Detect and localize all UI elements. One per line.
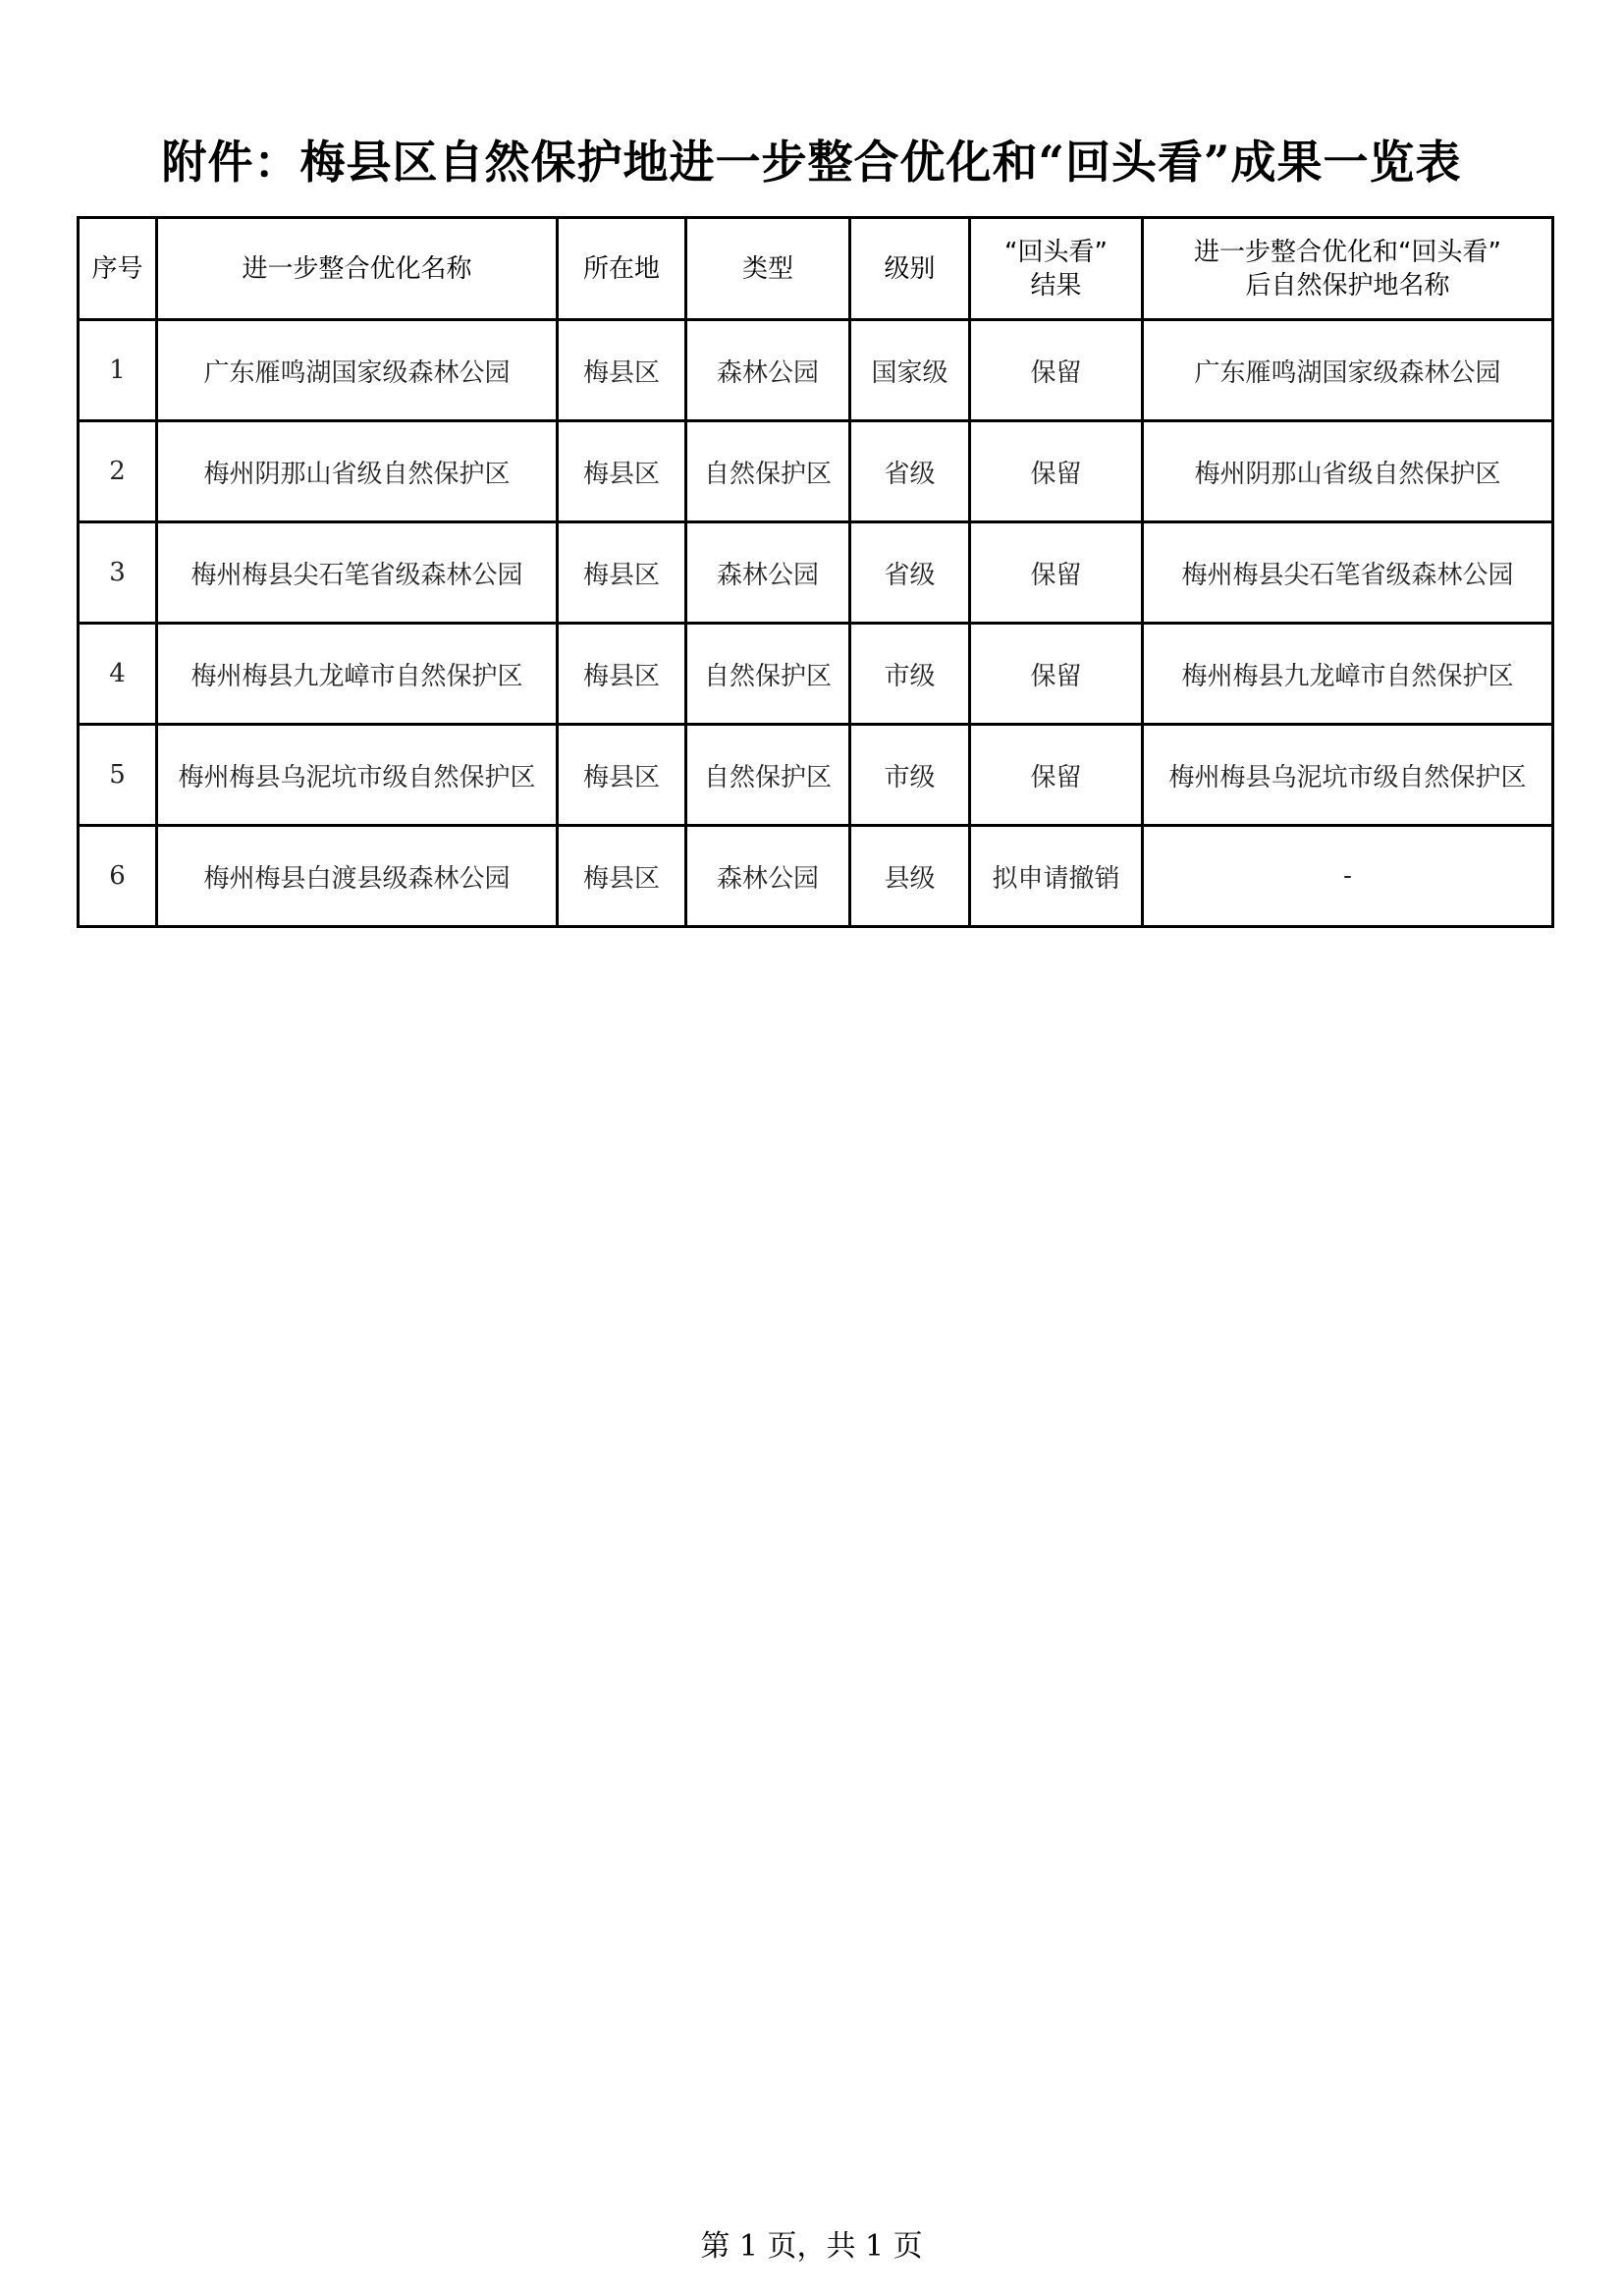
cell-index: 3 xyxy=(79,522,157,624)
table-row xyxy=(79,320,1553,421)
header-type: 类型 xyxy=(686,218,850,320)
header-name: 进一步整合优化名称 xyxy=(157,218,558,320)
cell-review-result: 拟申请撤销 xyxy=(970,826,1143,927)
cell-index: 2 xyxy=(79,421,157,522)
results-table xyxy=(77,216,1554,928)
cell-final-name: 广东雁鸣湖国家级森林公园 xyxy=(1143,320,1553,421)
cell-type: 自然保护区 xyxy=(686,421,850,522)
cell-location: 梅县区 xyxy=(558,522,686,624)
header-review-result: “回头看” 结果 xyxy=(970,218,1143,320)
cell-review-result: 保留 xyxy=(970,320,1143,421)
cell-review-result: 保留 xyxy=(970,725,1143,826)
cell-level: 国家级 xyxy=(850,320,970,421)
cell-level: 省级 xyxy=(850,421,970,522)
table-row xyxy=(79,522,1553,624)
cell-final-name: 梅州阴那山省级自然保护区 xyxy=(1143,421,1553,522)
cell-final-name: 梅州梅县尖石笔省级森林公园 xyxy=(1143,522,1553,624)
cell-final-name: - xyxy=(1143,826,1553,927)
cell-level: 省级 xyxy=(850,522,970,624)
cell-level: 市级 xyxy=(850,624,970,725)
header-final-name: 进一步整合优化和“回头看” 后自然保护地名称 xyxy=(1143,218,1553,320)
cell-type: 森林公园 xyxy=(686,826,850,927)
cell-name: 梅州梅县乌泥坑市级自然保护区 xyxy=(157,725,558,826)
cell-name: 梅州阴那山省级自然保护区 xyxy=(157,421,558,522)
cell-location: 梅县区 xyxy=(558,725,686,826)
page-title: 附件：梅县区自然保护地进一步整合优化和“回头看”成果一览表 xyxy=(161,136,1462,189)
cell-review-result: 保留 xyxy=(970,624,1143,725)
cell-name: 广东雁鸣湖国家级森林公园 xyxy=(157,320,558,421)
cell-index: 5 xyxy=(79,725,157,826)
header-level: 级别 xyxy=(850,218,970,320)
cell-level: 市级 xyxy=(850,725,970,826)
cell-final-name: 梅州梅县乌泥坑市级自然保护区 xyxy=(1143,725,1553,826)
cell-final-name: 梅州梅县九龙嶂市自然保护区 xyxy=(1143,624,1553,725)
header-index: 序号 xyxy=(79,218,157,320)
cell-type: 自然保护区 xyxy=(686,624,850,725)
header-location: 所在地 xyxy=(558,218,686,320)
cell-name: 梅州梅县白渡县级森林公园 xyxy=(157,826,558,927)
table-row xyxy=(79,624,1553,725)
cell-location: 梅县区 xyxy=(558,421,686,522)
cell-location: 梅县区 xyxy=(558,320,686,421)
page-number-footer: 第 1 页，共 1 页 xyxy=(700,2229,923,2264)
cell-type: 森林公园 xyxy=(686,320,850,421)
cell-location: 梅县区 xyxy=(558,624,686,725)
cell-name: 梅州梅县尖石笔省级森林公园 xyxy=(157,522,558,624)
table-row xyxy=(79,725,1553,826)
cell-type: 自然保护区 xyxy=(686,725,850,826)
cell-location: 梅县区 xyxy=(558,826,686,927)
cell-index: 4 xyxy=(79,624,157,725)
cell-review-result: 保留 xyxy=(970,522,1143,624)
table-row xyxy=(79,826,1553,927)
table-header-row xyxy=(79,218,1553,320)
cell-type: 森林公园 xyxy=(686,522,850,624)
cell-level: 县级 xyxy=(850,826,970,927)
cell-index: 6 xyxy=(79,826,157,927)
table-row xyxy=(79,421,1553,522)
cell-name: 梅州梅县九龙嶂市自然保护区 xyxy=(157,624,558,725)
cell-index: 1 xyxy=(79,320,157,421)
cell-review-result: 保留 xyxy=(970,421,1143,522)
